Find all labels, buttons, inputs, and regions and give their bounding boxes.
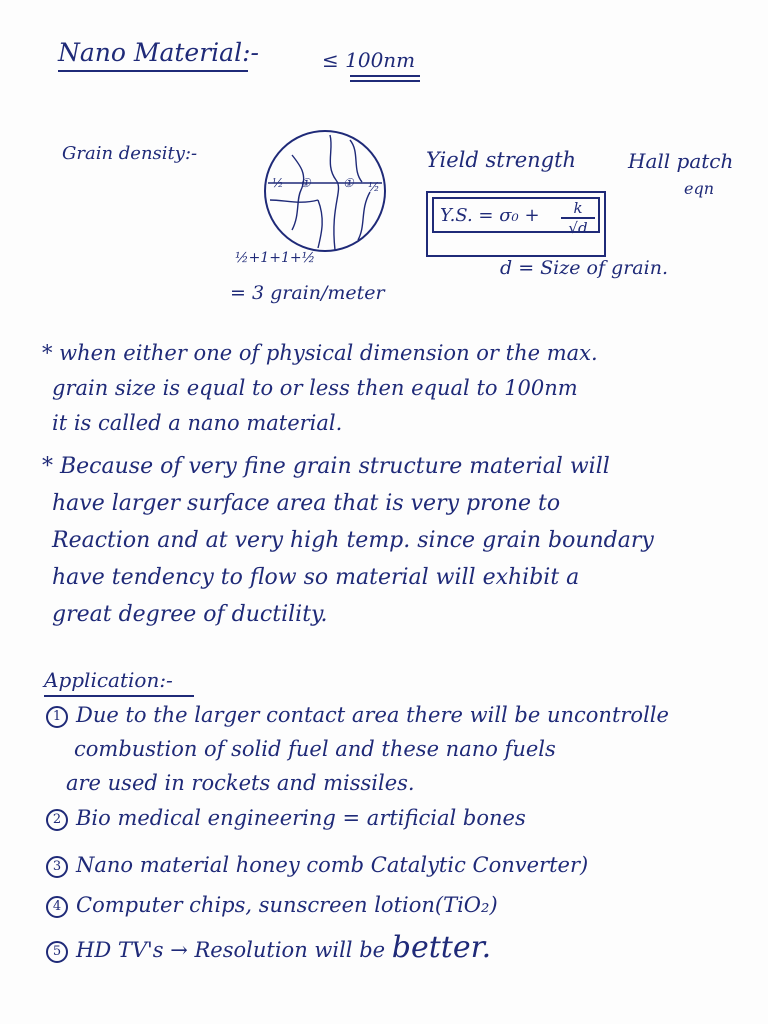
reason-line: * Because of very fine grain structure material will	[42, 454, 610, 479]
grain-density-label: Grain density:-	[62, 143, 198, 164]
formula-fraction	[561, 199, 595, 237]
grain-circle	[265, 131, 385, 251]
application-item-cont: are used in rockets and missiles.	[66, 771, 415, 795]
applications-heading: Application:-	[44, 668, 173, 692]
definition-line: grain size is equal to or less then equal to 100nm	[52, 376, 578, 400]
grain-boundary	[270, 200, 318, 202]
yield-strength-label: Yield strength	[426, 148, 577, 172]
formula-lhs: Y.S. = σ₀ +	[440, 205, 540, 226]
size-limit-underline	[350, 75, 420, 77]
page-title: Nano Material:-	[58, 38, 259, 67]
item-number: 3	[46, 856, 68, 878]
item-text: HD TV's → Resolution will be	[76, 938, 386, 962]
item-text: Computer chips, sunscreen lotion(TiO₂)	[76, 893, 498, 917]
item-text: Bio medical engineering = artificial bones	[76, 806, 526, 830]
reason-line: have larger surface area that is very prone to	[52, 491, 561, 516]
hall-patch-label: Hall patch	[628, 149, 734, 173]
application-item-cont: combustion of solid fuel and these nano fuels	[74, 737, 556, 761]
size-limit: ≤ 100nm	[322, 48, 416, 72]
item-number: 4	[46, 896, 68, 918]
better-emphasis: better.	[391, 930, 492, 965]
application-item	[46, 806, 526, 831]
reason-line: Reaction and at very high temp. since grain boundary	[52, 528, 654, 553]
application-item	[46, 930, 491, 965]
application-item	[46, 703, 669, 728]
reason-paragraph	[42, 448, 762, 633]
formula-denominator: √d	[568, 219, 588, 237]
grain-density-value: = 3 grain/meter	[230, 282, 385, 304]
definition-line: * when either one of physical dimension or the max.	[42, 341, 598, 365]
grain-boundary	[292, 155, 304, 230]
item-text: Nano material honey comb Catalytic Converter)	[76, 853, 589, 877]
circle-label: ①	[300, 176, 311, 190]
grain-sum: ½+1+1+½	[235, 250, 316, 266]
item-number: 1	[46, 706, 68, 728]
definition-paragraph	[42, 336, 762, 441]
reason-line: have tendency to flow so material will exhibit a	[52, 565, 580, 590]
grain-boundary	[318, 200, 322, 248]
formula-inner-box	[432, 197, 600, 237]
definition-line: it is called a nano material.	[52, 411, 343, 435]
grain-boundary	[330, 135, 339, 250]
item-number: 2	[46, 809, 68, 831]
circle-label: ①	[343, 176, 354, 190]
item-number: 5	[46, 941, 68, 963]
application-item	[46, 893, 498, 918]
item-text: Due to the larger contact area there will be uncontrolle	[76, 703, 669, 727]
eqn-label: eqn	[684, 179, 715, 198]
formula-box	[426, 191, 606, 257]
reason-line: great degree of ductility.	[52, 602, 328, 627]
circle-label: ½	[272, 176, 284, 190]
applications-underline	[44, 695, 194, 697]
d-definition: d = Size of grain.	[500, 257, 668, 279]
circle-label: ½	[368, 180, 380, 194]
application-item	[46, 853, 588, 878]
formula-numerator: k	[561, 199, 595, 219]
title-underline	[58, 70, 248, 72]
